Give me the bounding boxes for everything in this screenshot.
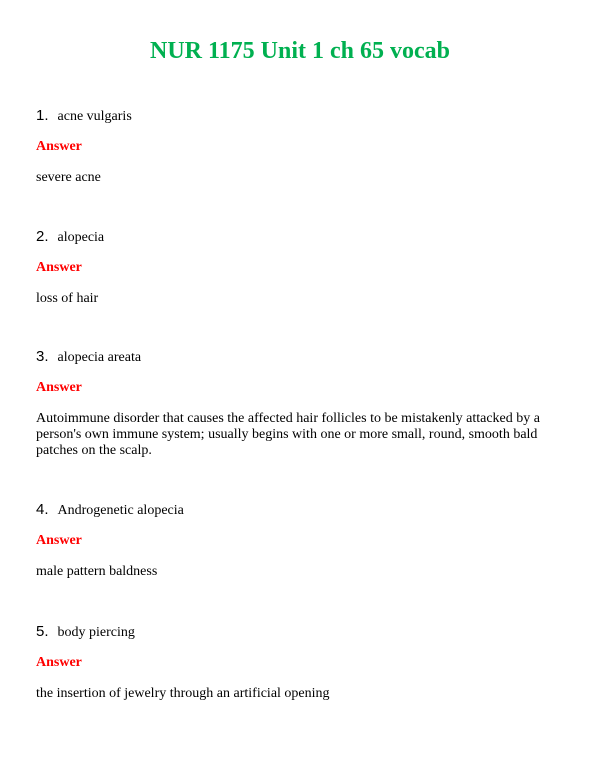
question-line [36,622,566,642]
page-title: NUR 1175 Unit 1 ch 65 vocab [149,38,450,64]
question-item-4 [36,500,566,580]
question-number: 2. [36,228,49,245]
question-item-1 [36,106,566,186]
question-term: alopecia areata [57,350,142,365]
answer-text: male pattern baldness [36,564,158,579]
question-number: 4. [36,501,49,518]
answer-label: Answer [36,380,82,395]
answer-text: loss of hair [36,291,99,306]
question-line [36,500,566,520]
question-term: alopecia [57,230,105,245]
question-term: Androgenetic alopecia [57,503,184,518]
question-line [36,347,566,367]
question-item-2 [36,227,566,307]
question-number: 1. [36,107,49,124]
answer-text: the insertion of jewelry through an artificial opening [36,686,330,701]
question-item-5 [36,622,566,702]
answer-text: severe acne [36,170,101,185]
question-line [36,227,566,247]
answer-label: Answer [36,533,82,548]
question-term: body piercing [57,625,135,640]
answer-label: Answer [36,139,82,154]
question-number: 3. [36,348,49,365]
answer-label: Answer [36,655,82,670]
answer-label: Answer [36,260,82,275]
question-item-3 [36,347,566,459]
question-line [36,106,566,126]
answer-text: Autoimmune disorder that causes the affected hair follicles to be mistakenly attacked by a person's own immune system; usually begins with one or more small, round, smooth bald patches on the scalp. [36,411,540,458]
question-term: acne vulgaris [57,109,132,124]
question-number: 5. [36,623,49,640]
